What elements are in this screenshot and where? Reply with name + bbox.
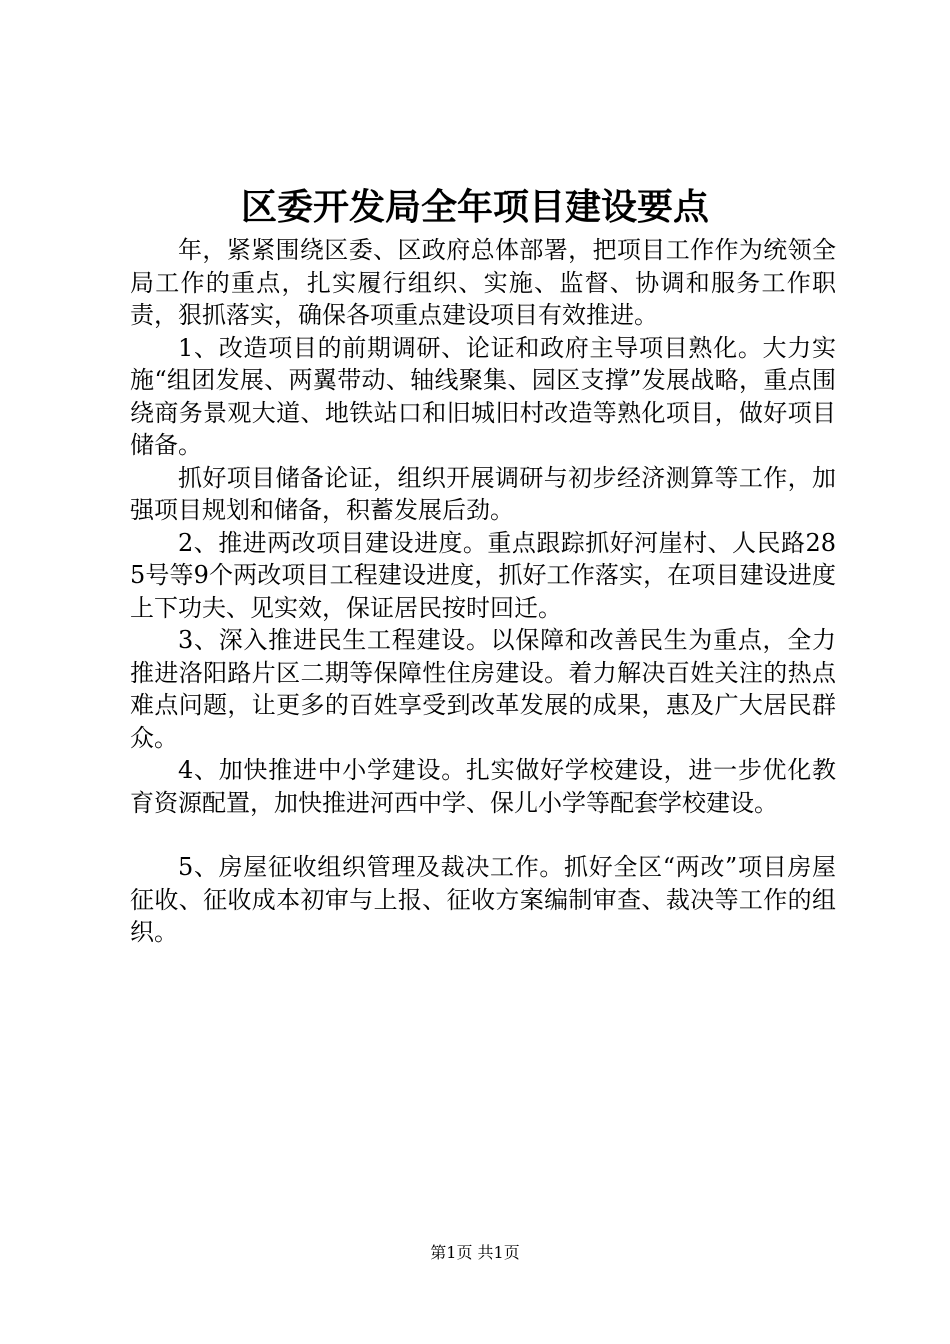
paragraph-item-4: 4、加快推进中小学建设。扎实做好学校建设，进一步优化教育资源配置，加快推进河西中学、保儿小学等配套学校建设。 bbox=[130, 756, 836, 817]
paragraph-item-3: 3、深入推进民生工程建设。以保障和改善民生为重点，全力推进洛阳路片区二期等保障性住房建设。着力解决百姓关注的热点难点问题，让更多的百姓享受到改革发展的成果，惠及广大居民群众。 bbox=[130, 626, 836, 752]
intro-paragraph: 年，紧紧围绕区委、区政府总体部署，把项目工作作为统领全局工作的重点，扎实履行组织、实施、监督、协调和服务工作职责，狠抓落实，确保各项重点建设项目有效推进。 bbox=[130, 236, 836, 329]
page-footer: 第1页 共1页 bbox=[430, 1243, 520, 1262]
paragraph-item-1-detail: 抓好项目储备论证，组织开展调研与初步经济测算等工作，加强项目规划和储备，积蓄发展后劲。 bbox=[130, 463, 836, 524]
document-title: 区委开发局全年项目建设要点 bbox=[240, 187, 709, 228]
paragraph-item-1: 1、改造项目的前期调研、论证和政府主导项目熟化。大力实施“组团发展、两翼带动、轴线聚集、园区支撑”发展战略，重点围绕商务景观大道、地铁站口和旧城旧村改造等熟化项目，做好项目储备。 bbox=[130, 333, 836, 459]
document-body bbox=[130, 234, 836, 949]
paragraph-item-5: 5、房屋征收组织管理及裁决工作。抓好全区“两改”项目房屋征收、征收成本初审与上报、征收方案编制审查、裁决等工作的组织。 bbox=[130, 853, 836, 946]
paragraph-item-2: 2、推进两改项目建设进度。重点跟踪抓好河崖村、人民路285号等9个两改项目工程建设进度，抓好工作落实，在项目建设进度上下功夫、见实效，保证居民按时回迁。 bbox=[130, 528, 836, 622]
